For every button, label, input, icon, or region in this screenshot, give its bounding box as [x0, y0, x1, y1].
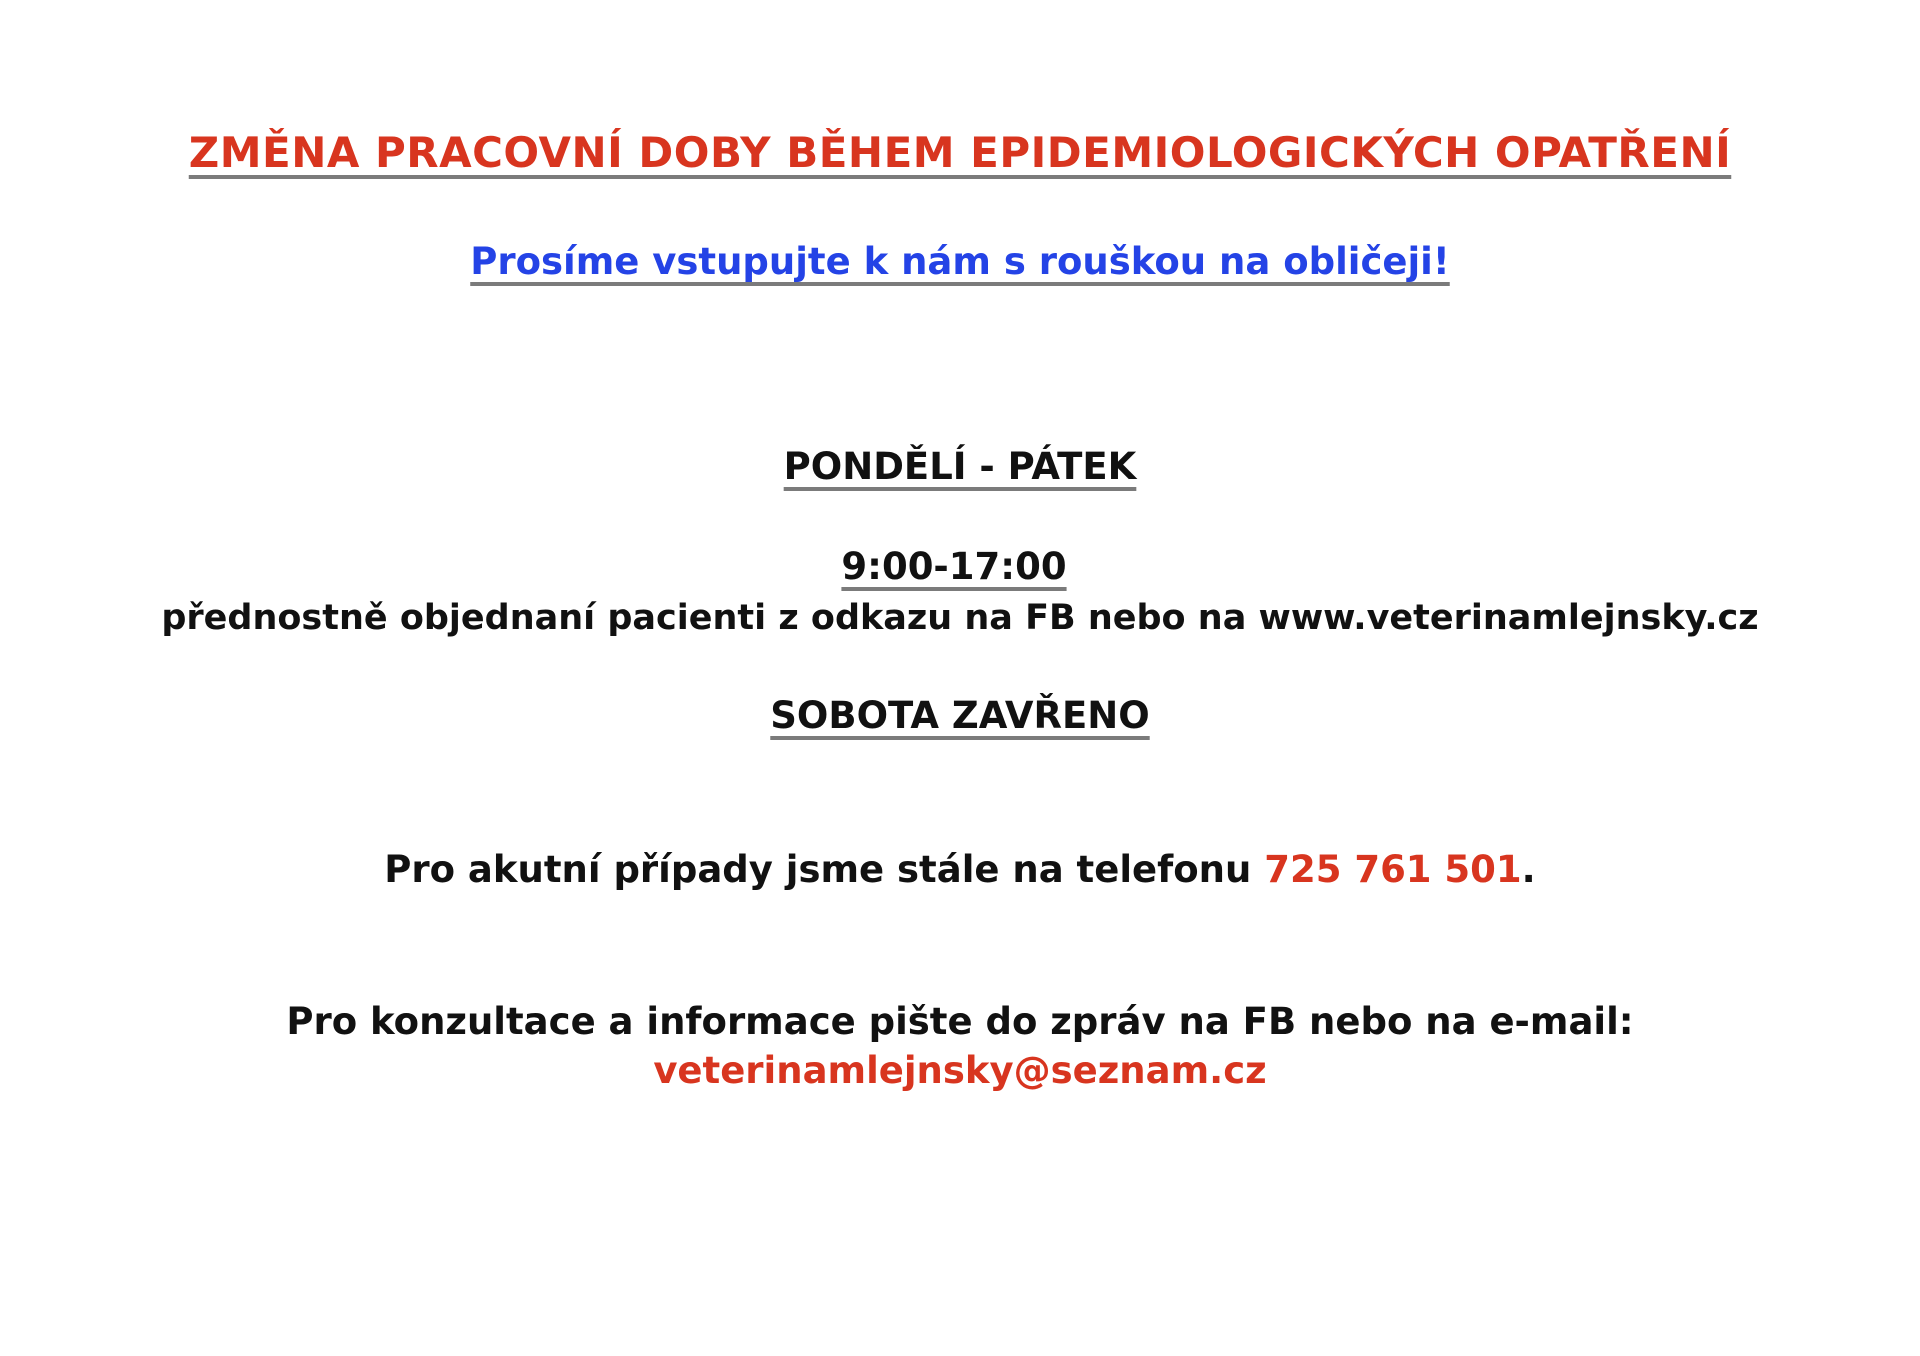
priority-note: přednostně objednaní pacienti z odkazu na FB nebo na www.veterinamlejnsky.cz	[161, 598, 1759, 638]
weekdays-hours: 9:00-17:00	[841, 545, 1067, 588]
acute-text: Pro akutní případy jsme stále na telefonu	[384, 848, 1265, 891]
mask-note-line	[0, 240, 1920, 283]
email-address: veterinamlejnsky@seznam.cz	[653, 1049, 1267, 1092]
weekdays-hours-line	[0, 545, 1920, 588]
notice-title-line	[0, 128, 1920, 177]
consult-line	[0, 1000, 1920, 1043]
saturday-note: SOBOTA ZAVŘENO	[770, 694, 1150, 737]
weekdays-label-line	[0, 445, 1920, 488]
weekdays-label: PONDĚLÍ - PÁTEK	[783, 445, 1137, 488]
consult-text: Pro konzultace a informace pište do zpráv na FB nebo na e-mail:	[286, 1000, 1634, 1043]
email-line	[0, 1049, 1920, 1092]
priority-note-line	[0, 598, 1920, 638]
notice-title: ZMĚNA PRACOVNÍ DOBY BĚHEM EPIDEMIOLOGICKÝCH OPATŘENÍ	[188, 128, 1732, 177]
acute-phone: 725 761 501	[1264, 848, 1522, 891]
mask-note: Prosíme vstupujte k nám s rouškou na obličeji!	[470, 240, 1450, 283]
acute-end: .	[1521, 848, 1536, 891]
acute-line	[0, 848, 1920, 891]
saturday-note-line	[0, 694, 1920, 737]
